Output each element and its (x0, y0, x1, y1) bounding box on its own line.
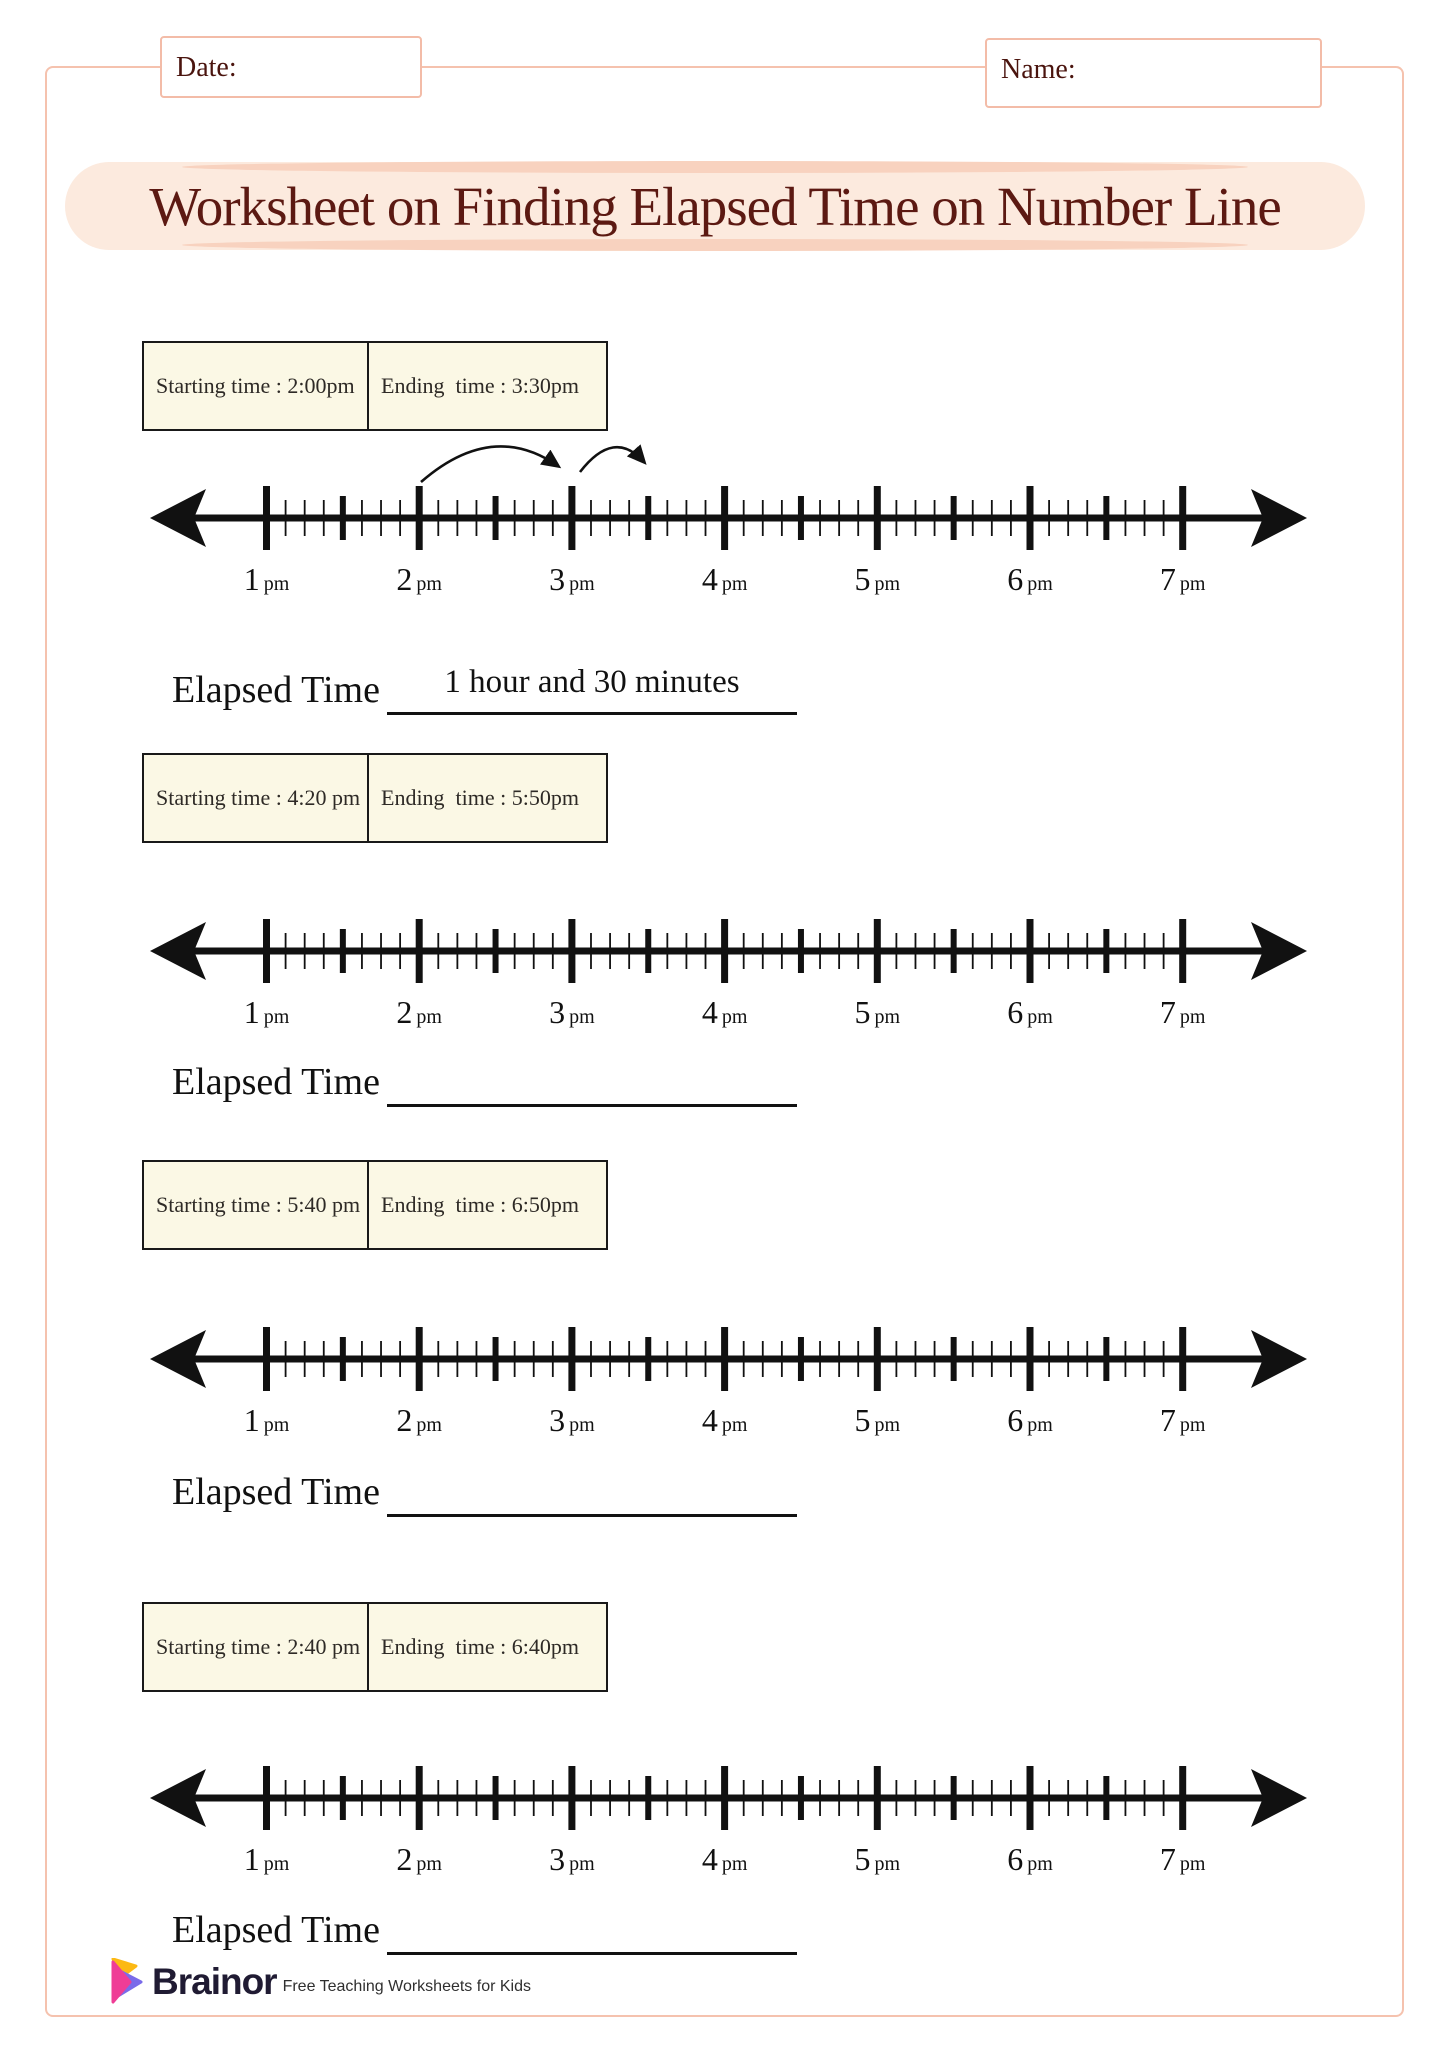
problem-section (0, 341, 1448, 721)
answer-blank-line (387, 1952, 797, 1955)
hour-label: 6 pm (1007, 1841, 1053, 1877)
problem-section (0, 753, 1448, 1133)
ending-time-cell (369, 1604, 606, 1690)
hour-label: 6 pm (1007, 994, 1053, 1030)
problem-times-box (142, 341, 608, 431)
starting-time-cell (144, 1604, 369, 1690)
hour-label: 5 pm (854, 994, 901, 1030)
elapsed-answer-text: 1 hour and 30 minutes (444, 664, 740, 700)
elapsed-time-row (160, 1052, 860, 1114)
hour-label: 7 pm (1159, 994, 1206, 1030)
hour-label: 6 pm (1007, 1402, 1053, 1438)
page-title: Worksheet on Finding Elapsed Time on Number Line (149, 175, 1281, 237)
hour-label: 4 pm (701, 994, 748, 1030)
elapsed-time-row (160, 660, 860, 722)
number-line (0, 853, 1448, 1038)
elapsed-jump-arcs (421, 446, 644, 482)
number-line (0, 1700, 1448, 1885)
ending-time-text: Ending time : 6:50pm (381, 1192, 579, 1217)
elapsed-time-label: Elapsed Time (172, 1471, 380, 1513)
answer-blank-line (387, 712, 797, 715)
hour-label: 7 pm (1159, 1841, 1206, 1877)
elapsed-time-row (160, 1900, 860, 1962)
hour-label: 2 pm (396, 994, 442, 1030)
hour-label: 7 pm (1159, 561, 1206, 597)
hour-label: 5 pm (854, 561, 901, 597)
brand-name: Brainor (152, 1961, 277, 2002)
hour-label: 7 pm (1159, 1402, 1206, 1438)
ending-time-cell (369, 755, 606, 841)
ending-time-text: Ending time : 6:40pm (381, 1634, 579, 1659)
title-banner (65, 162, 1365, 250)
starting-time-text: Starting time : 4:20 pm (156, 785, 361, 810)
starting-time-text: Starting time : 5:40 pm (156, 1192, 361, 1217)
hour-label: 3 pm (549, 1402, 595, 1438)
number-line (0, 420, 1448, 605)
problem-times-box (142, 1160, 608, 1250)
ending-time-cell (369, 343, 606, 429)
elapsed-time-label: Elapsed Time (172, 669, 380, 711)
number-line-svg (0, 1261, 1448, 1446)
starting-time-cell (144, 343, 369, 429)
hour-label: 1 pm (243, 561, 290, 597)
problem-times-box (142, 753, 608, 843)
hour-label: 2 pm (396, 1841, 442, 1877)
number-line-svg (0, 853, 1448, 1038)
problem-times-box (142, 1602, 608, 1692)
hour-label: 4 pm (701, 1841, 748, 1877)
ending-time-text: Ending time : 5:50pm (381, 785, 579, 810)
ending-time-text: Ending time : 3:30pm (381, 373, 579, 398)
number-line (0, 1261, 1448, 1446)
answer-blank-line (387, 1514, 797, 1517)
hour-label: 1 pm (243, 1841, 290, 1877)
hour-label: 3 pm (549, 561, 595, 597)
name-field-box (985, 38, 1322, 108)
problem-section (0, 1602, 1448, 1982)
hour-label: 3 pm (549, 994, 595, 1030)
date-label: Date: (176, 52, 237, 83)
hour-label: 3 pm (549, 1841, 595, 1877)
number-line-svg (0, 420, 1448, 605)
hour-label: 2 pm (396, 1402, 442, 1438)
hour-label: 1 pm (243, 994, 290, 1030)
starting-time-text: Starting time : 2:00pm (156, 373, 355, 398)
name-label: Name: (1001, 54, 1076, 85)
ending-time-cell (369, 1162, 606, 1248)
elapsed-time-label: Elapsed Time (172, 1061, 380, 1103)
brand-tagline: Free Teaching Worksheets for Kids (282, 1978, 531, 1995)
hour-label: 4 pm (701, 561, 748, 597)
problem-section (0, 1160, 1448, 1540)
hour-label: 5 pm (854, 1841, 901, 1877)
brainor-logo-icon (110, 1958, 144, 2006)
hour-label: 4 pm (701, 1402, 748, 1438)
hour-label: 1 pm (243, 1402, 290, 1438)
date-field-box (160, 36, 422, 98)
answer-blank-line (387, 1104, 797, 1107)
number-line-svg (0, 1700, 1448, 1885)
starting-time-text: Starting time : 2:40 pm (156, 1634, 361, 1659)
footer (110, 1956, 531, 2008)
starting-time-cell (144, 755, 369, 841)
elapsed-time-label: Elapsed Time (172, 1909, 380, 1951)
hour-label: 6 pm (1007, 561, 1053, 597)
elapsed-time-row (160, 1462, 860, 1524)
hour-label: 2 pm (396, 561, 442, 597)
starting-time-cell (144, 1162, 369, 1248)
hour-label: 5 pm (854, 1402, 901, 1438)
